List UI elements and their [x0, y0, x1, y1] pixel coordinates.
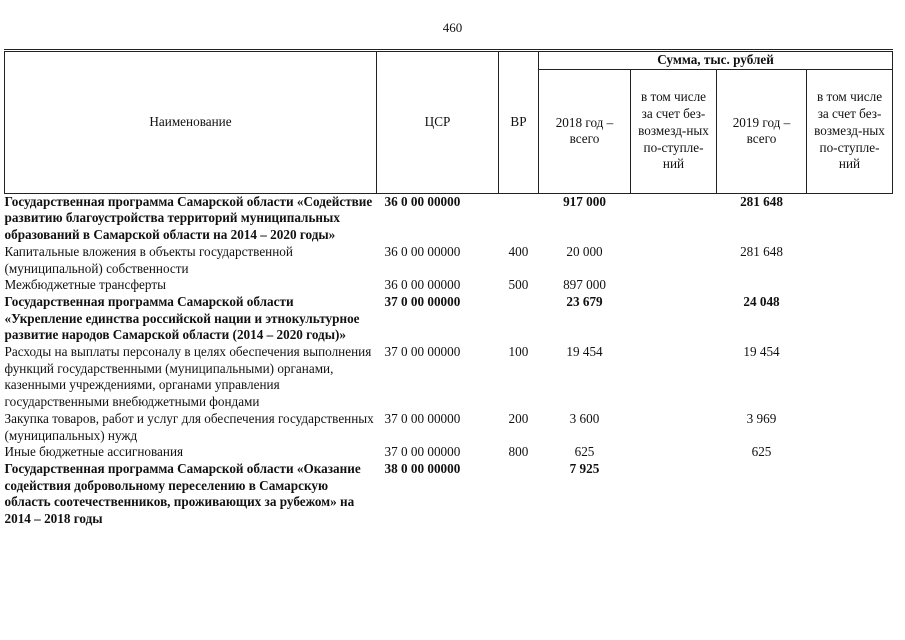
cell-2018-incl: [631, 411, 717, 444]
cell-2018-incl: [631, 444, 717, 461]
table-header: [5, 51, 893, 194]
cell-name: Государственная программа Самарской области «Содействие развитию благоустройства территорий муниципальных образований в Самарской области на 2014 – 2020 годы»: [4, 193, 373, 243]
cell-2018-total: 19 454: [566, 344, 603, 360]
cell-csr: 37 0 00 00000: [384, 293, 461, 309]
header-2019-incl: в том числе за счет без-возмезд-ных по-ступле-ний: [807, 69, 893, 193]
cell-name: Закупка товаров, работ и услуг для обеспечения государственных (муниципальных) нужд: [4, 410, 374, 443]
cell-2018-total: 3 600: [569, 410, 600, 426]
cell-csr: 36 0 00 00000: [384, 277, 461, 293]
cell-csr: 37 0 00 00000: [384, 410, 461, 426]
cell-vr: 100: [508, 344, 529, 360]
cell-2018-total: 7 925: [569, 460, 600, 476]
cell-2019-total: 3 969: [746, 410, 777, 426]
cell-vr: [499, 294, 539, 344]
table-row: [5, 193, 893, 244]
cell-name: Иные бюджетные ассигнования: [4, 444, 184, 460]
table-row: [5, 244, 893, 277]
cell-2019-incl: [807, 444, 893, 461]
cell-2019-incl: [807, 411, 893, 444]
cell-2019-total: 19 454: [743, 344, 780, 360]
budget-table: [4, 49, 893, 528]
cell-2019-total: 281 648: [740, 193, 783, 209]
cell-2019-total: 625: [751, 444, 772, 460]
cell-2018-incl: [631, 294, 717, 344]
cell-2019-total: 24 048: [743, 293, 780, 309]
table-row: [5, 294, 893, 344]
cell-2019-incl: [807, 193, 893, 244]
cell-2018-total: 917 000: [563, 193, 606, 209]
cell-2019-incl: [807, 277, 893, 294]
cell-csr: 37 0 00 00000: [384, 444, 461, 460]
cell-name: Государственная программа Самарской области «Оказание содействия добровольному переселению в Самарскую область соотечественников, проживающих за рубежом» на 2014 – 2018 годы: [4, 460, 361, 527]
cell-name: Капитальные вложения в объекты государственной (муниципальной) собственности: [4, 243, 293, 276]
cell-2018-total: 625: [574, 444, 595, 460]
header-csr: ЦСР: [377, 51, 499, 194]
cell-vr: 400: [508, 243, 529, 259]
cell-2019-incl: [807, 461, 893, 528]
cell-2019-incl: [807, 244, 893, 277]
table-row: [5, 277, 893, 294]
cell-csr: 37 0 00 00000: [384, 344, 461, 360]
cell-2019-total: 281 648: [740, 243, 783, 259]
cell-2018-incl: [631, 244, 717, 277]
header-2018-incl: в том числе за счет без-возмезд-ных по-ступле-ний: [631, 69, 717, 193]
header-name: Наименование: [5, 51, 377, 194]
cell-2018-incl: [631, 193, 717, 244]
table-row: [5, 411, 893, 444]
cell-name: Межбюджетные трансферты: [4, 277, 166, 293]
table-row: [5, 461, 893, 528]
cell-csr: 38 0 00 00000: [384, 460, 461, 476]
table-row: [5, 344, 893, 411]
cell-2019-total: [717, 277, 807, 294]
cell-2018-total: 897 000: [563, 277, 606, 293]
page-number: 460: [442, 20, 463, 35]
table-row: [5, 444, 893, 461]
cell-vr: 200: [508, 410, 529, 426]
header-2018-total: 2018 год – всего: [539, 69, 631, 193]
cell-vr: 800: [508, 444, 529, 460]
header-sum-group: Сумма, тыс. рублей: [539, 51, 893, 70]
cell-2018-incl: [631, 344, 717, 411]
cell-2018-total: 23 679: [566, 293, 603, 309]
header-vr: ВР: [499, 51, 539, 194]
cell-csr: 36 0 00 00000: [384, 243, 461, 259]
cell-name: Расходы на выплаты персоналу в целях обеспечения выполнения функций государственными (муниципальными) органами, казенными учреждениями, органами управления государственными внебюджетными фондами: [4, 344, 372, 410]
cell-2018-total: 20 000: [566, 243, 603, 259]
cell-2018-incl: [631, 461, 717, 528]
cell-vr: [499, 461, 539, 528]
cell-csr: 36 0 00 00000: [384, 193, 461, 209]
cell-vr: [499, 193, 539, 244]
cell-2018-incl: [631, 277, 717, 294]
cell-2019-total: [717, 461, 807, 528]
header-2019-total: 2019 год – всего: [717, 69, 807, 193]
cell-name: Государственная программа Самарской области «Укрепление единства российской нации и этнокультурное развитие народов Самарской области (2014 – 2020 годы)»: [4, 293, 360, 343]
cell-2019-incl: [807, 344, 893, 411]
cell-vr: 500: [508, 277, 529, 293]
table-body: [5, 193, 893, 528]
cell-2019-incl: [807, 294, 893, 344]
